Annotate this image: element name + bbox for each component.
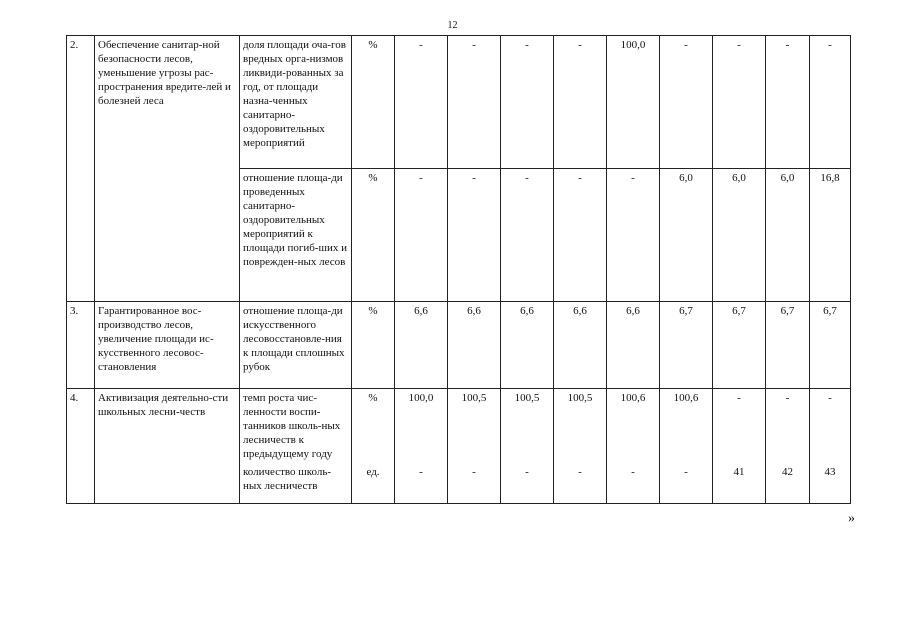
unit-cell: ед. [352,463,395,503]
value-cell: - [554,463,607,503]
indicator-name: доля площади оча-гов вредных орга-низмов ликвиди-рованных за год, от площади назна-ченных санитарно-оздоровительных мероприятий [240,36,352,169]
value-cell: 6,0 [766,169,810,302]
value-cell: - [810,36,851,169]
indicator-name: количество школь-ных лесничеств [240,463,352,503]
value-cell: 100,5 [501,389,554,464]
table-row [67,302,851,389]
value-cell: - [501,36,554,169]
value-cell: 6,6 [607,302,660,389]
value-cell: 100,5 [448,389,501,464]
value-cell: - [713,389,766,464]
value-cell: - [448,36,501,169]
value-cell: - [395,169,448,302]
value-cell: - [395,36,448,169]
unit-cell: % [352,302,395,389]
value-cell: - [501,463,554,503]
value-cell: 6,0 [713,169,766,302]
unit-cell: % [352,36,395,169]
value-cell: - [501,169,554,302]
value-cell: 6,6 [501,302,554,389]
value-cell: 100,0 [607,36,660,169]
value-cell: 16,8 [810,169,851,302]
value-cell: - [810,389,851,464]
page-number: 12 [447,20,458,31]
row-number: 2. [67,36,95,302]
unit-cell: % [352,169,395,302]
indicator-name: темп роста чис-ленности воспи-танников школь-ных лесничеств к предыдущему году [240,389,352,464]
closing-quote: » [848,511,855,526]
value-cell: - [766,36,810,169]
value-cell: - [554,169,607,302]
value-cell: 6,7 [766,302,810,389]
value-cell: - [554,36,607,169]
row-number: 4. [67,389,95,504]
value-cell: 6,6 [395,302,448,389]
value-cell: 100,0 [395,389,448,464]
value-cell: 6,0 [660,169,713,302]
value-cell: 41 [713,463,766,503]
goal-text: Гарантированное вос-производство лесов, увеличение площади ис-кусственного лесовос-становления [95,302,240,389]
value-cell: 6,7 [810,302,851,389]
value-cell: - [660,36,713,169]
value-cell: 6,6 [448,302,501,389]
value-cell: - [395,463,448,503]
value-cell: - [660,463,713,503]
value-cell: 6,7 [713,302,766,389]
indicator-name: отношение площа-ди искусственного лесовосстановле-ния к площади сплошных рубок [240,302,352,389]
value-cell: 42 [766,463,810,503]
row-number: 3. [67,302,95,389]
value-cell: 100,6 [607,389,660,464]
value-cell: 6,7 [660,302,713,389]
value-cell: - [713,36,766,169]
value-cell: 43 [810,463,851,503]
table-row [67,389,851,464]
value-cell: 100,5 [554,389,607,464]
value-cell: - [766,389,810,464]
value-cell: 6,6 [554,302,607,389]
value-cell: - [607,169,660,302]
indicators-table [66,35,851,504]
indicator-name: отношение площа-ди проведенных санитарно-оздоровительных мероприятий к площади погиб-ших и поврежден-ных лесов [240,169,352,302]
unit-cell: % [352,389,395,464]
value-cell: - [607,463,660,503]
goal-text: Активизация деятельно-сти школьных лесни-честв [95,389,240,504]
value-cell: - [448,463,501,503]
value-cell: 100,6 [660,389,713,464]
table-row [67,36,851,169]
value-cell: - [448,169,501,302]
goal-text: Обеспечение санитар-ной безопасности лесов, уменьшение угрозы рас-пространения вредите-лей и болезней леса [95,36,240,302]
